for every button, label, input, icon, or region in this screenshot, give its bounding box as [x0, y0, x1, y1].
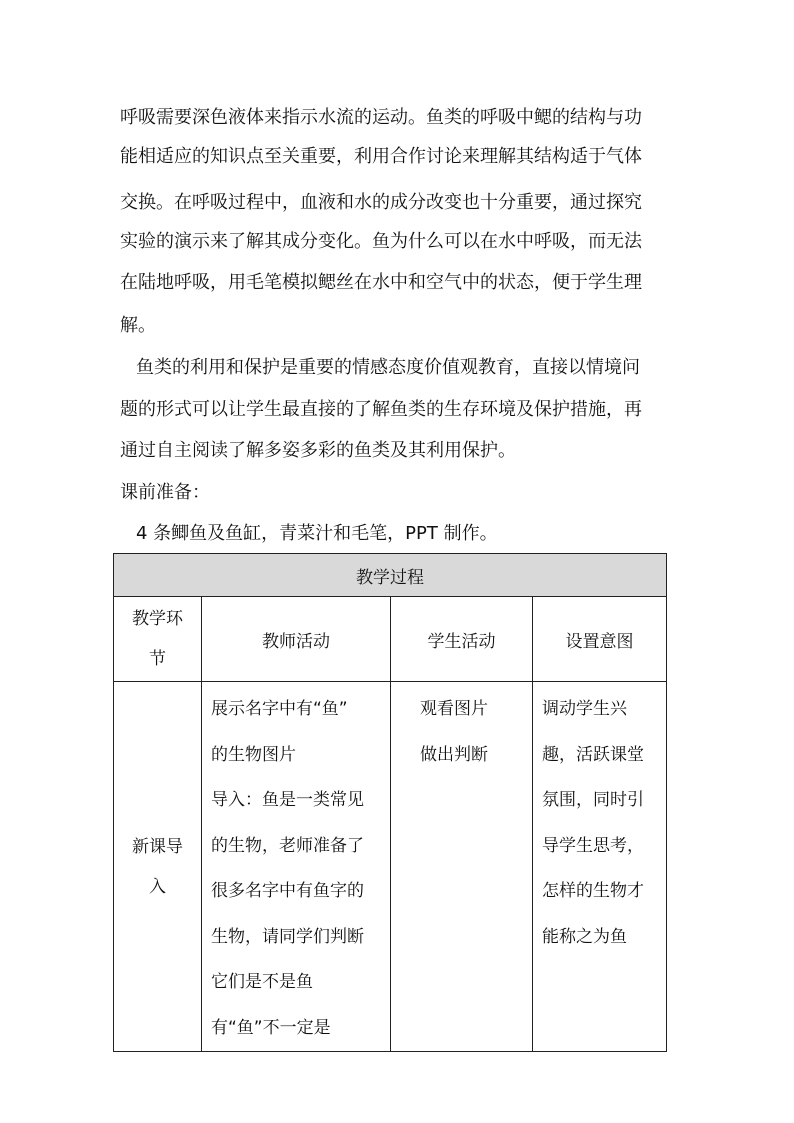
paragraph-line: 鱼类的利用和保护是重要的情感态度价值观教育，直接以情境问	[136, 357, 640, 378]
intent-line: 能称之为鱼	[542, 926, 627, 947]
teacher-line: 展示名字中有“鱼”	[211, 699, 348, 719]
paragraph-line: 交换。在呼吸过程中，血液和水的成分改变也十分重要，通过探究	[120, 192, 642, 213]
header-stage	[114, 597, 202, 682]
prep-label: 课前准备：	[120, 482, 210, 503]
teaching-process-table	[113, 553, 667, 1052]
header-intent: 设置意图	[533, 597, 667, 682]
header-student: 学生活动	[391, 597, 533, 682]
student-line: 观看图片	[420, 699, 488, 719]
intent-line: 调动学生兴	[542, 699, 627, 719]
stage-line: 新课导	[132, 836, 183, 857]
teacher-line: 很多名字中有鱼字的	[211, 881, 364, 901]
teacher-line: 的生物，老师准备了	[211, 835, 364, 856]
teacher-line: 生物，请同学们判断	[211, 926, 364, 947]
paragraph-line: 通过自主阅读了解多姿多彩的鱼类及其利用保护。	[120, 440, 516, 461]
teacher-line: 的生物图片	[211, 744, 296, 765]
paragraph-line: 在陆地呼吸，用毛笔模拟鳃丝在水中和空气中的状态，便于学生理	[120, 272, 642, 293]
header-stage-line: 节	[149, 649, 166, 669]
teacher-line: 导入：鱼是一类常见	[211, 790, 364, 810]
intent-cell	[533, 682, 667, 1052]
paragraph-line: 题的形式可以让学生最直接的了解鱼类的生存环境及保护措施，再	[120, 399, 642, 420]
header-stage-line: 教学环	[132, 609, 183, 629]
header-teacher: 教师活动	[202, 597, 391, 682]
stage-cell	[114, 682, 202, 1052]
intent-line: 趣，活跃课堂	[542, 744, 644, 765]
teacher-line: 有“鱼”不一定是	[211, 1017, 331, 1038]
paragraph-line: 实验的演示来了解其成分变化。鱼为什么可以在水中呼吸，而无法	[120, 231, 642, 252]
table-title: 教学过程	[114, 554, 667, 597]
student-line: 做出判断	[420, 744, 488, 765]
teacher-activity-cell	[202, 682, 391, 1052]
paragraph-line: 能相适应的知识点至关重要，利用合作讨论来理解其结构适于气体	[120, 146, 642, 167]
student-activity-cell	[391, 682, 533, 1052]
teacher-line: 它们是不是鱼	[211, 972, 313, 992]
intent-line: 氛围，同时引	[542, 790, 644, 810]
table-row	[114, 682, 667, 1052]
prep-text: 4 条鲫鱼及鱼缸，青菜汁和毛笔，PPT 制作。	[136, 523, 498, 544]
intent-line: 怎样的生物才	[542, 881, 644, 901]
paragraph-line: 解。	[120, 315, 156, 336]
intent-line: 导学生思考，	[542, 835, 644, 856]
paragraph-line: 呼吸需要深色液体来指示水流的运动。鱼类的呼吸中鳃的结构与功	[120, 107, 642, 128]
stage-line: 入	[149, 876, 166, 897]
